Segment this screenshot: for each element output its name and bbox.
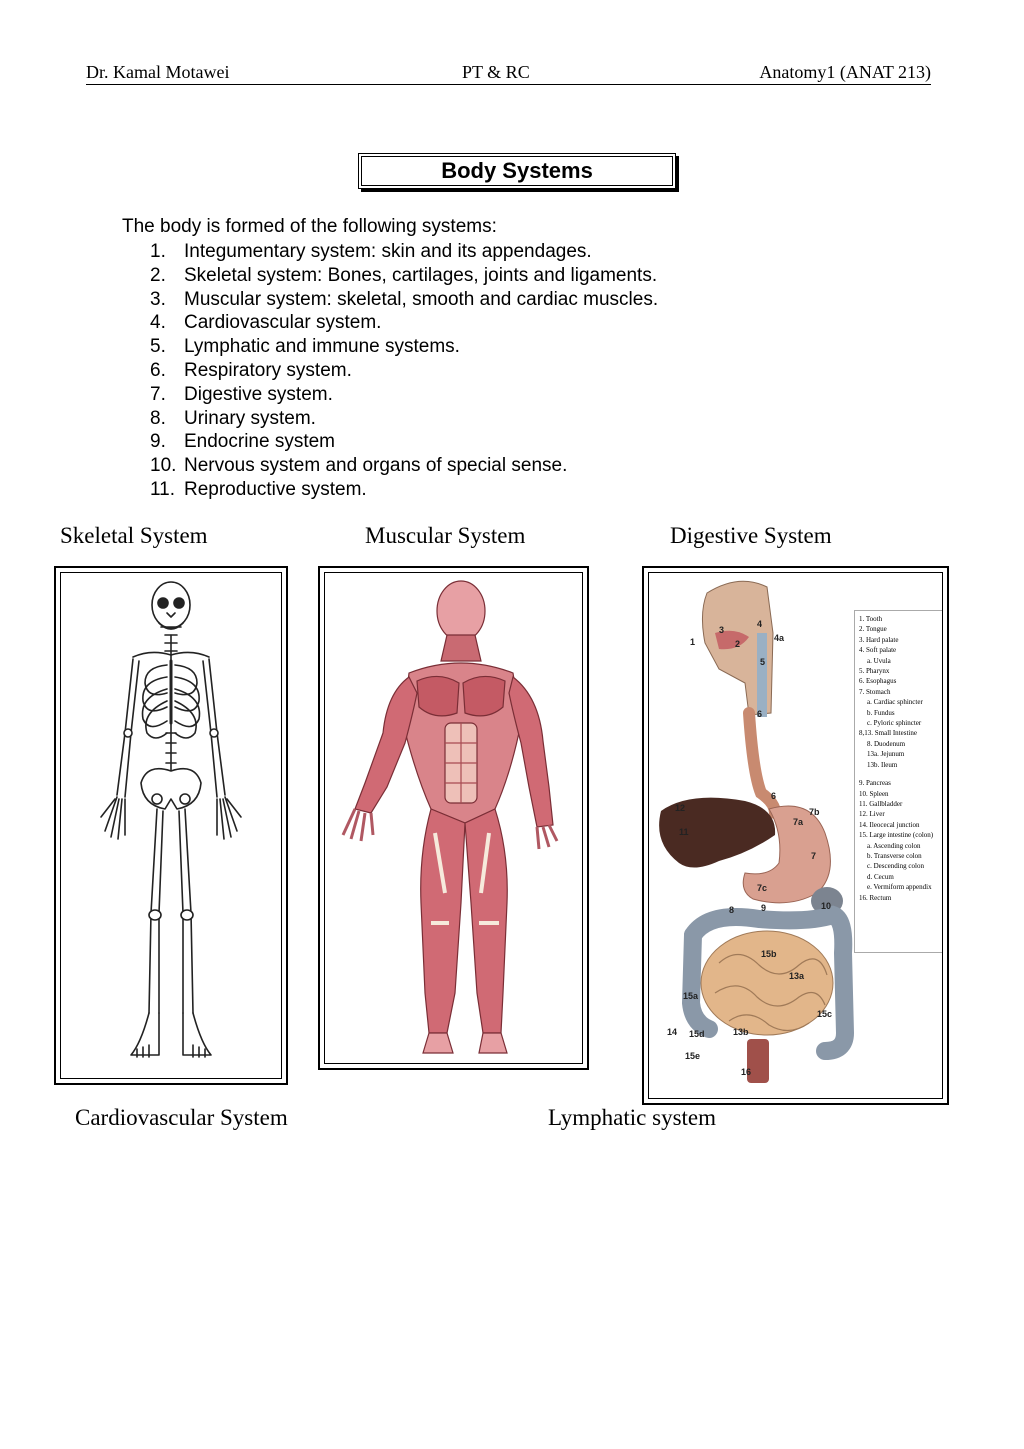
list-item-number: 8. — [150, 407, 166, 429]
legend-item: 6. Esophagus — [859, 677, 897, 686]
digestive-label: 15b — [761, 949, 777, 959]
digestive-label: 3 — [719, 625, 725, 635]
list-item-number: 1. — [150, 241, 166, 262]
caption-lymphatic: Lymphatic system — [548, 1105, 717, 1130]
legend-item: 5. Pharynx — [859, 667, 890, 676]
legend-item: c. Pyloric sphincter — [867, 719, 922, 728]
list-item-text: Endocrine system — [184, 431, 336, 453]
legend-item: 7. Stomach — [859, 687, 891, 696]
legend-item: a. Uvula — [867, 656, 891, 665]
digestive-label: 6 — [771, 791, 777, 801]
list-item-number: 3. — [150, 288, 166, 310]
page-header — [86, 62, 931, 85]
skeletal-figure — [54, 566, 288, 1085]
digestive-label: 9 — [761, 903, 767, 913]
legend-item: 10. Spleen — [859, 789, 889, 798]
list-item-text: Lymphatic and immune systems. — [184, 336, 460, 358]
digestive-label: 4a — [774, 633, 785, 643]
header-author: Dr. Kamal Motawei — [86, 62, 230, 82]
digestive-label: 15e — [685, 1051, 701, 1061]
digestive-figure — [642, 566, 949, 1105]
digestive-label: 13a — [789, 971, 805, 981]
list-item-number: 6. — [150, 359, 166, 381]
muscular-figure — [318, 566, 589, 1070]
legend-item: 9. Pancreas — [859, 779, 891, 788]
digestive-legend — [854, 610, 943, 953]
legend-item: 13a. Jejunum — [867, 750, 905, 759]
list-item-text: Muscular system: skeletal, smooth and cardiac muscles. — [184, 288, 659, 310]
legend-item: 1. Tooth — [859, 615, 883, 623]
list-item-number: 5. — [150, 336, 166, 358]
systems-list — [150, 240, 658, 502]
list-item-number: 2. — [150, 264, 166, 286]
list-item-text: Respiratory system. — [184, 359, 352, 381]
digestive-label: 7 — [811, 851, 817, 861]
digestive-label: 10 — [821, 901, 832, 911]
list-item-number: 7. — [150, 383, 166, 405]
muscular-illustration — [325, 573, 582, 1063]
list-item-text: Nervous system and organs of special sense. — [184, 455, 568, 477]
header-course: Anatomy1 (ANAT 213) — [759, 62, 931, 82]
legend-item: d. Cecum — [867, 872, 894, 881]
digestive-label: 4 — [757, 619, 763, 629]
list-item — [150, 288, 658, 312]
legend-item: a. Ascending colon — [867, 841, 921, 850]
digestive-label: 13b — [733, 1027, 749, 1037]
list-item — [150, 359, 658, 383]
legend-item: 4. Soft palate — [859, 646, 897, 655]
list-item-text: Reproductive system. — [184, 478, 367, 500]
legend-item: 8. Duodenum — [867, 739, 906, 748]
list-item — [150, 311, 658, 335]
list-item-number: 11. — [150, 478, 176, 500]
list-item-number: 9. — [150, 431, 166, 453]
caption-digestive: Digestive System — [670, 523, 832, 548]
list-item-number: 10. — [150, 455, 177, 477]
digestive-label: 7b — [809, 807, 820, 817]
list-item — [150, 240, 658, 264]
list-item-text: Urinary system. — [184, 407, 316, 429]
digestive-label: 15d — [689, 1029, 705, 1039]
legend-item: 3. Hard palate — [859, 635, 899, 644]
digestive-label: 5 — [760, 657, 766, 667]
list-item — [150, 383, 658, 407]
digestive-label: 14 — [667, 1027, 678, 1037]
digestive-label: 16 — [741, 1067, 752, 1077]
digestive-label: 7a — [793, 817, 804, 827]
skeleton-illustration — [61, 573, 281, 1078]
digestive-label: 12 — [675, 803, 686, 813]
header-department: PT & RC — [462, 62, 530, 82]
list-item-number: 4. — [150, 312, 166, 334]
list-item-text: Cardiovascular system. — [184, 312, 382, 334]
digestive-label: 1 — [690, 637, 696, 647]
digestive-label: 15c — [817, 1009, 833, 1019]
list-item — [150, 454, 658, 478]
list-item — [150, 264, 658, 288]
legend-item: 8,13. Small Intestine — [859, 729, 917, 738]
legend-item: 12. Liver — [859, 810, 885, 819]
digestive-label: 2 — [735, 639, 741, 649]
legend-item: 15. Large intestine (colon) — [859, 831, 934, 840]
digestive-label: 11 — [679, 827, 689, 837]
list-item — [150, 478, 658, 502]
list-item — [150, 430, 658, 454]
digestive-label: 7c — [757, 883, 768, 893]
legend-item: b. Transverse colon — [867, 851, 922, 860]
page-title: Body Systems — [358, 153, 676, 189]
digestive-label: 8 — [729, 905, 735, 915]
digestive-label: 15a — [683, 991, 699, 1001]
legend-item: 11. Gallbladder — [859, 799, 903, 808]
legend-item: 16. Rectum — [859, 893, 892, 902]
list-item-text: Digestive system. — [184, 383, 333, 405]
list-item-text: Skeletal system: Bones, cartilages, joints and ligaments. — [184, 264, 658, 286]
caption-cardiovascular: Cardiovascular System — [75, 1105, 288, 1130]
legend-item: e. Vermiform appendix — [867, 883, 932, 892]
caption-skeletal: Skeletal System — [60, 523, 208, 548]
list-item — [150, 335, 658, 359]
legend-item: 14. Ileocecal junction — [859, 820, 920, 829]
list-item — [150, 407, 658, 431]
list-item-text: Integumentary system: skin and its appendages. — [184, 241, 592, 262]
legend-item: c. Descending colon — [867, 862, 924, 871]
legend-item: 2. Tongue — [859, 625, 887, 634]
intro-text: The body is formed of the following systems: — [122, 216, 497, 237]
caption-muscular: Muscular System — [365, 523, 526, 548]
digestive-label: 6 — [757, 709, 763, 719]
legend-item: 13b. Ileum — [867, 760, 898, 769]
legend-item: b. Fundus — [867, 708, 895, 717]
legend-item: a. Cardiac sphincter — [867, 698, 923, 707]
